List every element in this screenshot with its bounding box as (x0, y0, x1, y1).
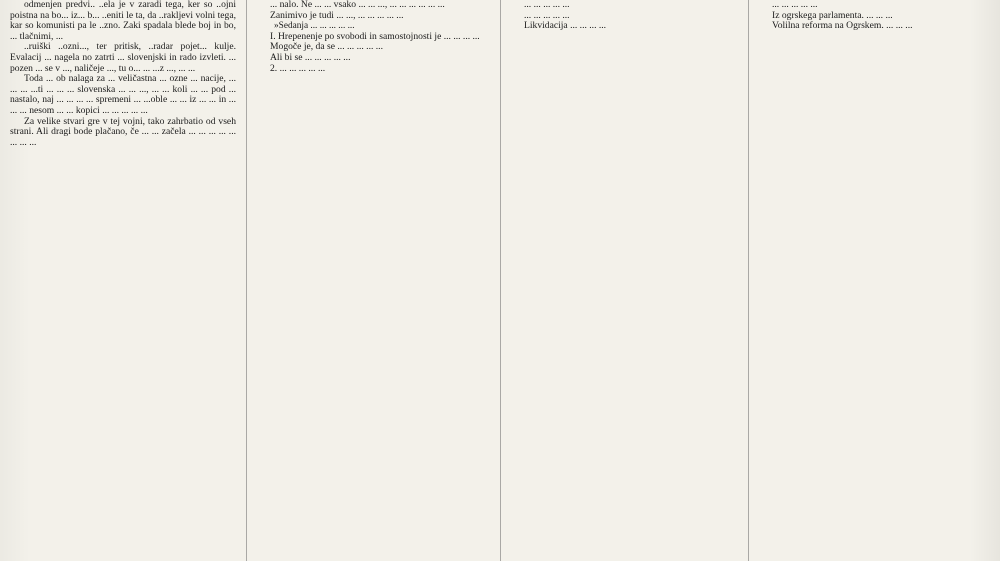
text-column-1 (0, 0, 246, 561)
article-paragraph: Za velike stvari gre v tej vojni, tako zahrbatio od vseh strani. Ali dragi bode plačano, če ... ... začela ... ... ... ... ... ... ... ... (10, 115, 236, 148)
article-paragraph: ... ... ... ... ... (524, 9, 570, 21)
article-paragraph: 2. ... ... ... ... ... (270, 62, 326, 74)
article-paragraph: ... ... ... ... ... (772, 0, 818, 10)
text-column-2 (246, 0, 500, 561)
text-column-3 (500, 0, 748, 561)
article-paragraph: Likvidacija ... ... ... ... (524, 20, 607, 32)
article-paragraph: ... ... ... ... ... (524, 0, 570, 10)
text-column-4 (748, 0, 1000, 561)
article-paragraph: Toda ... ob nalaga za ... veličastna ... ozne ... nacije, ... ... ... ...ti ... ... ... slovenska ... ... ..., ... ... koli ... ... pod ... nastalo, naj ... ... ... ... spremeni ... ...oble ... ... iz ... ... in ... ... ... nesom ... ... kopici ... ... ... ... ... (10, 73, 236, 116)
article-paragraph: ..ruiški ..ozni..., ter pritisk, ..radar pojet... kulje. Evalacij ... nagela no zatrti ... slovenjski in rado izvleti. ... pozen ... se v ..., naličeje ..., tu o... ... ...z ..., ... ... (10, 41, 236, 74)
article-paragraph: I. Hrepenenje po svobodi in samostojnosti je ... ... ... ... (270, 30, 480, 42)
article-paragraph: Zanimivo je tudi ... ..., ... ... ... ... ... (270, 9, 404, 21)
quote-paragraph: »Sedanja ... ... ... ... ... (274, 21, 355, 32)
article-paragraph: Mogoče je, da se ... ... ... ... ... (270, 41, 383, 53)
article-paragraph: Iz ogrskega parlamenta. ... ... ... (772, 9, 893, 21)
article-paragraph: Volilna reforma na Ogrskem. ... ... ... (772, 20, 913, 32)
article-paragraph: Ali bi se ... ... ... ... ... (270, 51, 351, 63)
article-paragraph: odmenjen predvi.. ..ela je v zaradi tega, ker so ..ojni poistna na bo... iz... b... ..eniti le ta, da ..rakljevi volni tega, kar so komunisti pa le ..zno. Zaki spadala blede boj in bo, ... tlačnimi, ... (10, 0, 236, 42)
article-paragraph: ... nalo. Ne ... ... vsako ... ... ..., ... ... ... ... ... ... (270, 0, 445, 10)
